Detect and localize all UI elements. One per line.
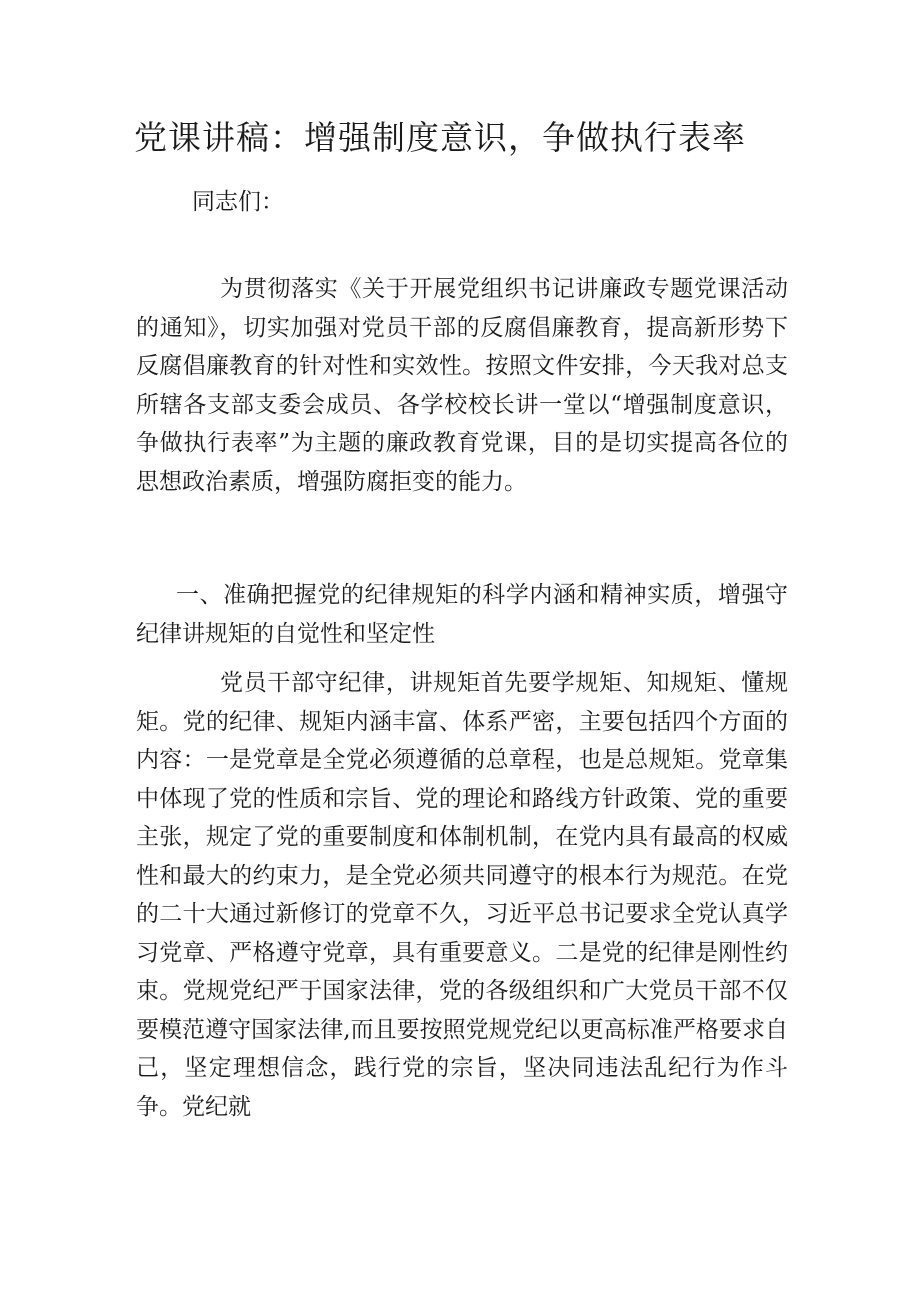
section-heading: 一、准确把握党的纪律规矩的科学内涵和精神实质，增强守纪律讲规矩的自觉性和坚定性 [136, 582, 788, 647]
document-title: 党课讲稿：增强制度意识，争做执行表率 [134, 118, 746, 157]
intro-paragraph: 为贯彻落实《关于开展党组织书记讲廉政专题党课活动的通知》，切实加强对党员干部的反腐倡廉教育，提高新形势下反腐倡廉教育的针对性和实效性。按照文件安排，今天我对总支所辖各支部支委会成员、各学校校长讲一堂以“增强制度意识，争做执行表率”为主题的廉政教育党课，目的是切实提高各位的思想政治素质，增强防腐拒变的能力。 [136, 276, 788, 495]
section-paragraph: 党员干部守纪律，讲规矩首先要学规矩、知规矩、懂规矩。党的纪律、规矩内涵丰富、体系严密，主要包括四个方面的内容：一是党章是全党必须遵循的总章程，也是总规矩。党章集中体现了党的性质和宗旨、党的理论和路线方针政策、党的重要主张，规定了党的重要制度和体制机制，在党内具有最高的权威性和最大的约束力，是全党必须共同遵守的根本行为规范。在党的二十大通过新修订的党章不久，习近平总书记要求全党认真学习党章、严格遵守党章，具有重要意义。二是党的纪律是刚性约束。党规党纪严于国家法律，党的各级组织和广大党员干部不仅要模范遵守国家法律,而且要按照党规党纪以更高标准严格要求自己，坚定理想信念，践行党的宗旨，坚决同违法乱纪行为作斗争。党纪就 [136, 670, 788, 1120]
salutation: 同志们： [192, 189, 284, 215]
